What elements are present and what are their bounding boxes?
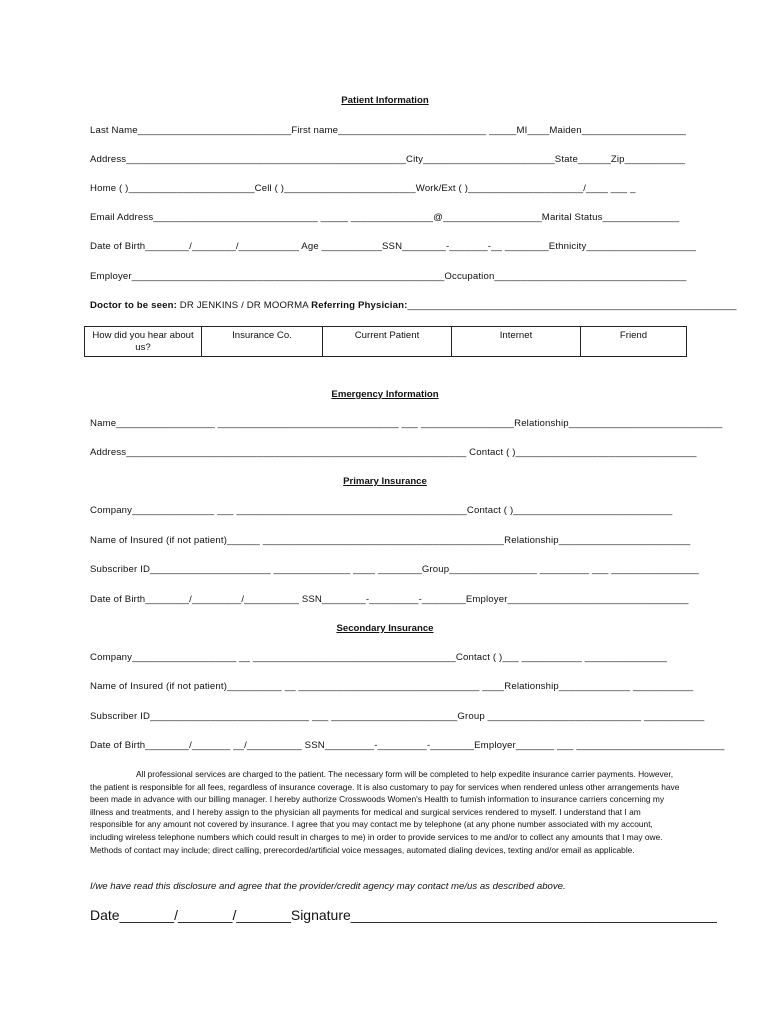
patient-information-heading: Patient Information bbox=[341, 95, 429, 106]
policy-text: All professional services are charged to the patient. The necessary form will be completed to help expedite insurance carrier payments. However, the patient is responsible for all fees, regardless of insurance coverage. It is also customary to pay for services when rendered unless other arrangements have been made in advance with our billing manager. I hereby authorize Crosswoods Women's Health to furnish information to insurance carriers concerning my illness and treatments, and I hereby assign to the physician all payments for medical and surgical services rendered to myself. I understand that I am responsible for any amount not covered by insurance. I agree that you may contact me by telephone (at any phone number associated with my account, including wireless telephone numbers which could result in charges to me) in order to provide services to me and/or to collect any amounts that I may owe. Methods of contact may include; direct calling, prerecorded/artificial voice messages, automated dialing devices, texting and/or email as applicable. bbox=[90, 769, 680, 855]
emergency-name-row[interactable]: Name__________________ _________________________________ ___ _________________Relationship____________________________ bbox=[90, 418, 723, 429]
primary-insured-row[interactable]: Name of Insured (if not patient)______ ____________________________________________Relationship________________________ bbox=[90, 535, 691, 546]
primary-company-row[interactable]: Company_______________ ___ __________________________________________Contact ( )_____________________________ bbox=[90, 505, 673, 516]
phone-fields-row[interactable]: Home ( )_______________________Cell ( )________________________Work/Ext ( )_____________________/____ ___ _ bbox=[90, 183, 636, 194]
current-patient-option[interactable]: Current Patient bbox=[323, 327, 452, 357]
policy-paragraph bbox=[90, 768, 682, 856]
secondary-company-row[interactable]: Company___________________ __ _____________________________________Contact ( )___ ___________ _______________ bbox=[90, 652, 668, 663]
doctor-row[interactable] bbox=[90, 300, 737, 311]
primary-insurance-heading: Primary Insurance bbox=[343, 476, 427, 487]
secondary-insured-row[interactable]: Name of Insured (if not patient)__________ __ _________________________________ ____Relationship_____________ ___________ bbox=[90, 681, 694, 692]
emergency-information-heading: Emergency Information bbox=[331, 389, 439, 400]
secondary-subscriber-row[interactable]: Subscriber ID_____________________________ ___ _______________________Group ____________________________ ___________ bbox=[90, 711, 705, 722]
emergency-address-row[interactable]: Address______________________________________________________________ Contact ( )_________________________________ bbox=[90, 447, 697, 458]
insurance-co-option[interactable]: Insurance Co. bbox=[202, 327, 323, 357]
name-fields-row[interactable]: Last Name____________________________First name___________________________ _____MI____Maiden___________________ bbox=[90, 125, 686, 136]
referring-physician-field[interactable]: ____________________________________________________________ bbox=[407, 300, 737, 311]
email-fields-row[interactable]: Email Address______________________________ _____ _______________@__________________Marital Status______________ bbox=[90, 212, 680, 223]
referral-source-table bbox=[84, 326, 687, 357]
dob-fields-row[interactable]: Date of Birth________/________/___________ Age ___________SSN________-_______-__ ________Ethnicity____________________ bbox=[90, 241, 697, 252]
secondary-insurance-heading: Secondary Insurance bbox=[336, 623, 434, 634]
primary-subscriber-row[interactable]: Subscriber ID______________________ ______________ ____ ________Group________________ _________ ___ ________________ bbox=[90, 564, 700, 575]
date-signature-row[interactable]: Date_______/_______/_______Signature_______________________________________________ bbox=[90, 907, 717, 923]
address-fields-row[interactable]: Address___________________________________________________City________________________State______Zip___________ bbox=[90, 154, 685, 165]
employer-fields-row[interactable]: Employer_________________________________________________________Occupation___________________________________ bbox=[90, 271, 687, 282]
internet-option[interactable]: Internet bbox=[452, 327, 581, 357]
how-did-you-hear-cell: How did you hear about us? bbox=[85, 327, 202, 357]
disclosure-statement: I/we have read this disclosure and agree that the provider/credit agency may contact me/us as described above. bbox=[90, 881, 566, 892]
doctor-label: Doctor to be seen: bbox=[90, 300, 177, 311]
friend-option[interactable]: Friend bbox=[581, 327, 687, 357]
referring-physician-label: Referring Physician: bbox=[311, 300, 408, 311]
secondary-dob-row[interactable]: Date of Birth________/_______ __/__________ SSN_________-_________-________Employer_______ ___ ___________________________ bbox=[90, 740, 725, 751]
doctor-value: DR JENKINS / DR MOORMA bbox=[176, 300, 312, 311]
primary-dob-row[interactable]: Date of Birth________/_________/__________ SSN________-_________-________Employer_________________________________ bbox=[90, 594, 689, 605]
